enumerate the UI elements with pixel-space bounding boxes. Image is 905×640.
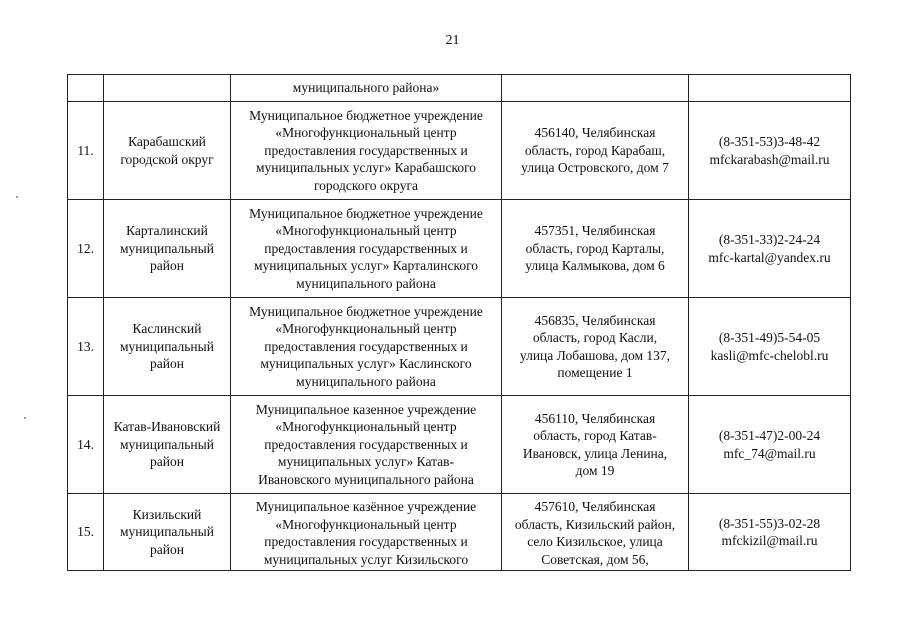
row-number-cell: 14.: [68, 396, 104, 494]
margin-mark-bottom: [24, 417, 26, 419]
row-number-cell: [68, 75, 104, 102]
organization-cell: Муниципальное бюджетное учреждение «Многофункциональный центр предоставления государственных и муниципальных услуг» Карталинского муниципального района: [231, 200, 502, 298]
address-cell: 457351, Челябинская область, город Карталы, улица Калмыкова, дом 6: [502, 200, 689, 298]
contacts-cell: [689, 75, 851, 102]
row-number-cell: 13.: [68, 298, 104, 396]
table-row-continuation: [68, 75, 851, 102]
address-cell: 456140, Челябинская область, город Карабаш, улица Островского, дом 7: [502, 102, 689, 200]
address-cell: 456835, Челябинская область, город Касли, улица Лобашова, дом 137, помещение 1: [502, 298, 689, 396]
mfc-table: [67, 74, 851, 571]
organization-cell: Муниципальное бюджетное учреждение «Многофункциональный центр предоставления государственных и муниципальных услуг» Каслинского муниципального района: [231, 298, 502, 396]
contacts-cell: (8-351-53)3-48-42 mfckarabash@mail.ru: [689, 102, 851, 200]
table-row: [68, 200, 851, 298]
row-number-cell: 11.: [68, 102, 104, 200]
district-cell: Катав-Ивановский муниципальный район: [104, 396, 231, 494]
table-row: [68, 494, 851, 571]
address-cell: 456110, Челябинская область, город Катав- Ивановск, улица Ленина, дом 19: [502, 396, 689, 494]
table-row: [68, 298, 851, 396]
contacts-cell: (8-351-33)2-24-24 mfc-kartal@yandex.ru: [689, 200, 851, 298]
organization-cell: Муниципальное казённое учреждение «Многофункциональный центр предоставления государственных и муниципальных услуг Кизильского: [231, 494, 502, 571]
district-cell: Карабашский городской округ: [104, 102, 231, 200]
margin-mark-top: [16, 196, 18, 198]
organization-cell: муниципального района»: [231, 75, 502, 102]
contacts-cell: (8-351-49)5-54-05 kasli@mfc-chelobl.ru: [689, 298, 851, 396]
district-cell: [104, 75, 231, 102]
page-number: 21: [445, 33, 460, 48]
contacts-cell: (8-351-47)2-00-24 mfc_74@mail.ru: [689, 396, 851, 494]
table-row: [68, 396, 851, 494]
table-row: [68, 102, 851, 200]
address-cell: 457610, Челябинская область, Кизильский район, село Кизильское, улица Советская, дом 56,: [502, 494, 689, 571]
row-number-cell: 15.: [68, 494, 104, 571]
contacts-cell: (8-351-55)3-02-28 mfckizil@mail.ru: [689, 494, 851, 571]
district-cell: Каслинский муниципальный район: [104, 298, 231, 396]
organization-cell: Муниципальное бюджетное учреждение «Многофункциональный центр предоставления государственных и муниципальных услуг» Карабашского городского округа: [231, 102, 502, 200]
row-number-cell: 12.: [68, 200, 104, 298]
district-cell: Карталинский муниципальный район: [104, 200, 231, 298]
address-cell: [502, 75, 689, 102]
district-cell: Кизильский муниципальный район: [104, 494, 231, 571]
organization-cell: Муниципальное казенное учреждение «Многофункциональный центр предоставления государственных и муниципальных услуг» Катав- Ивановского муниципального района: [231, 396, 502, 494]
